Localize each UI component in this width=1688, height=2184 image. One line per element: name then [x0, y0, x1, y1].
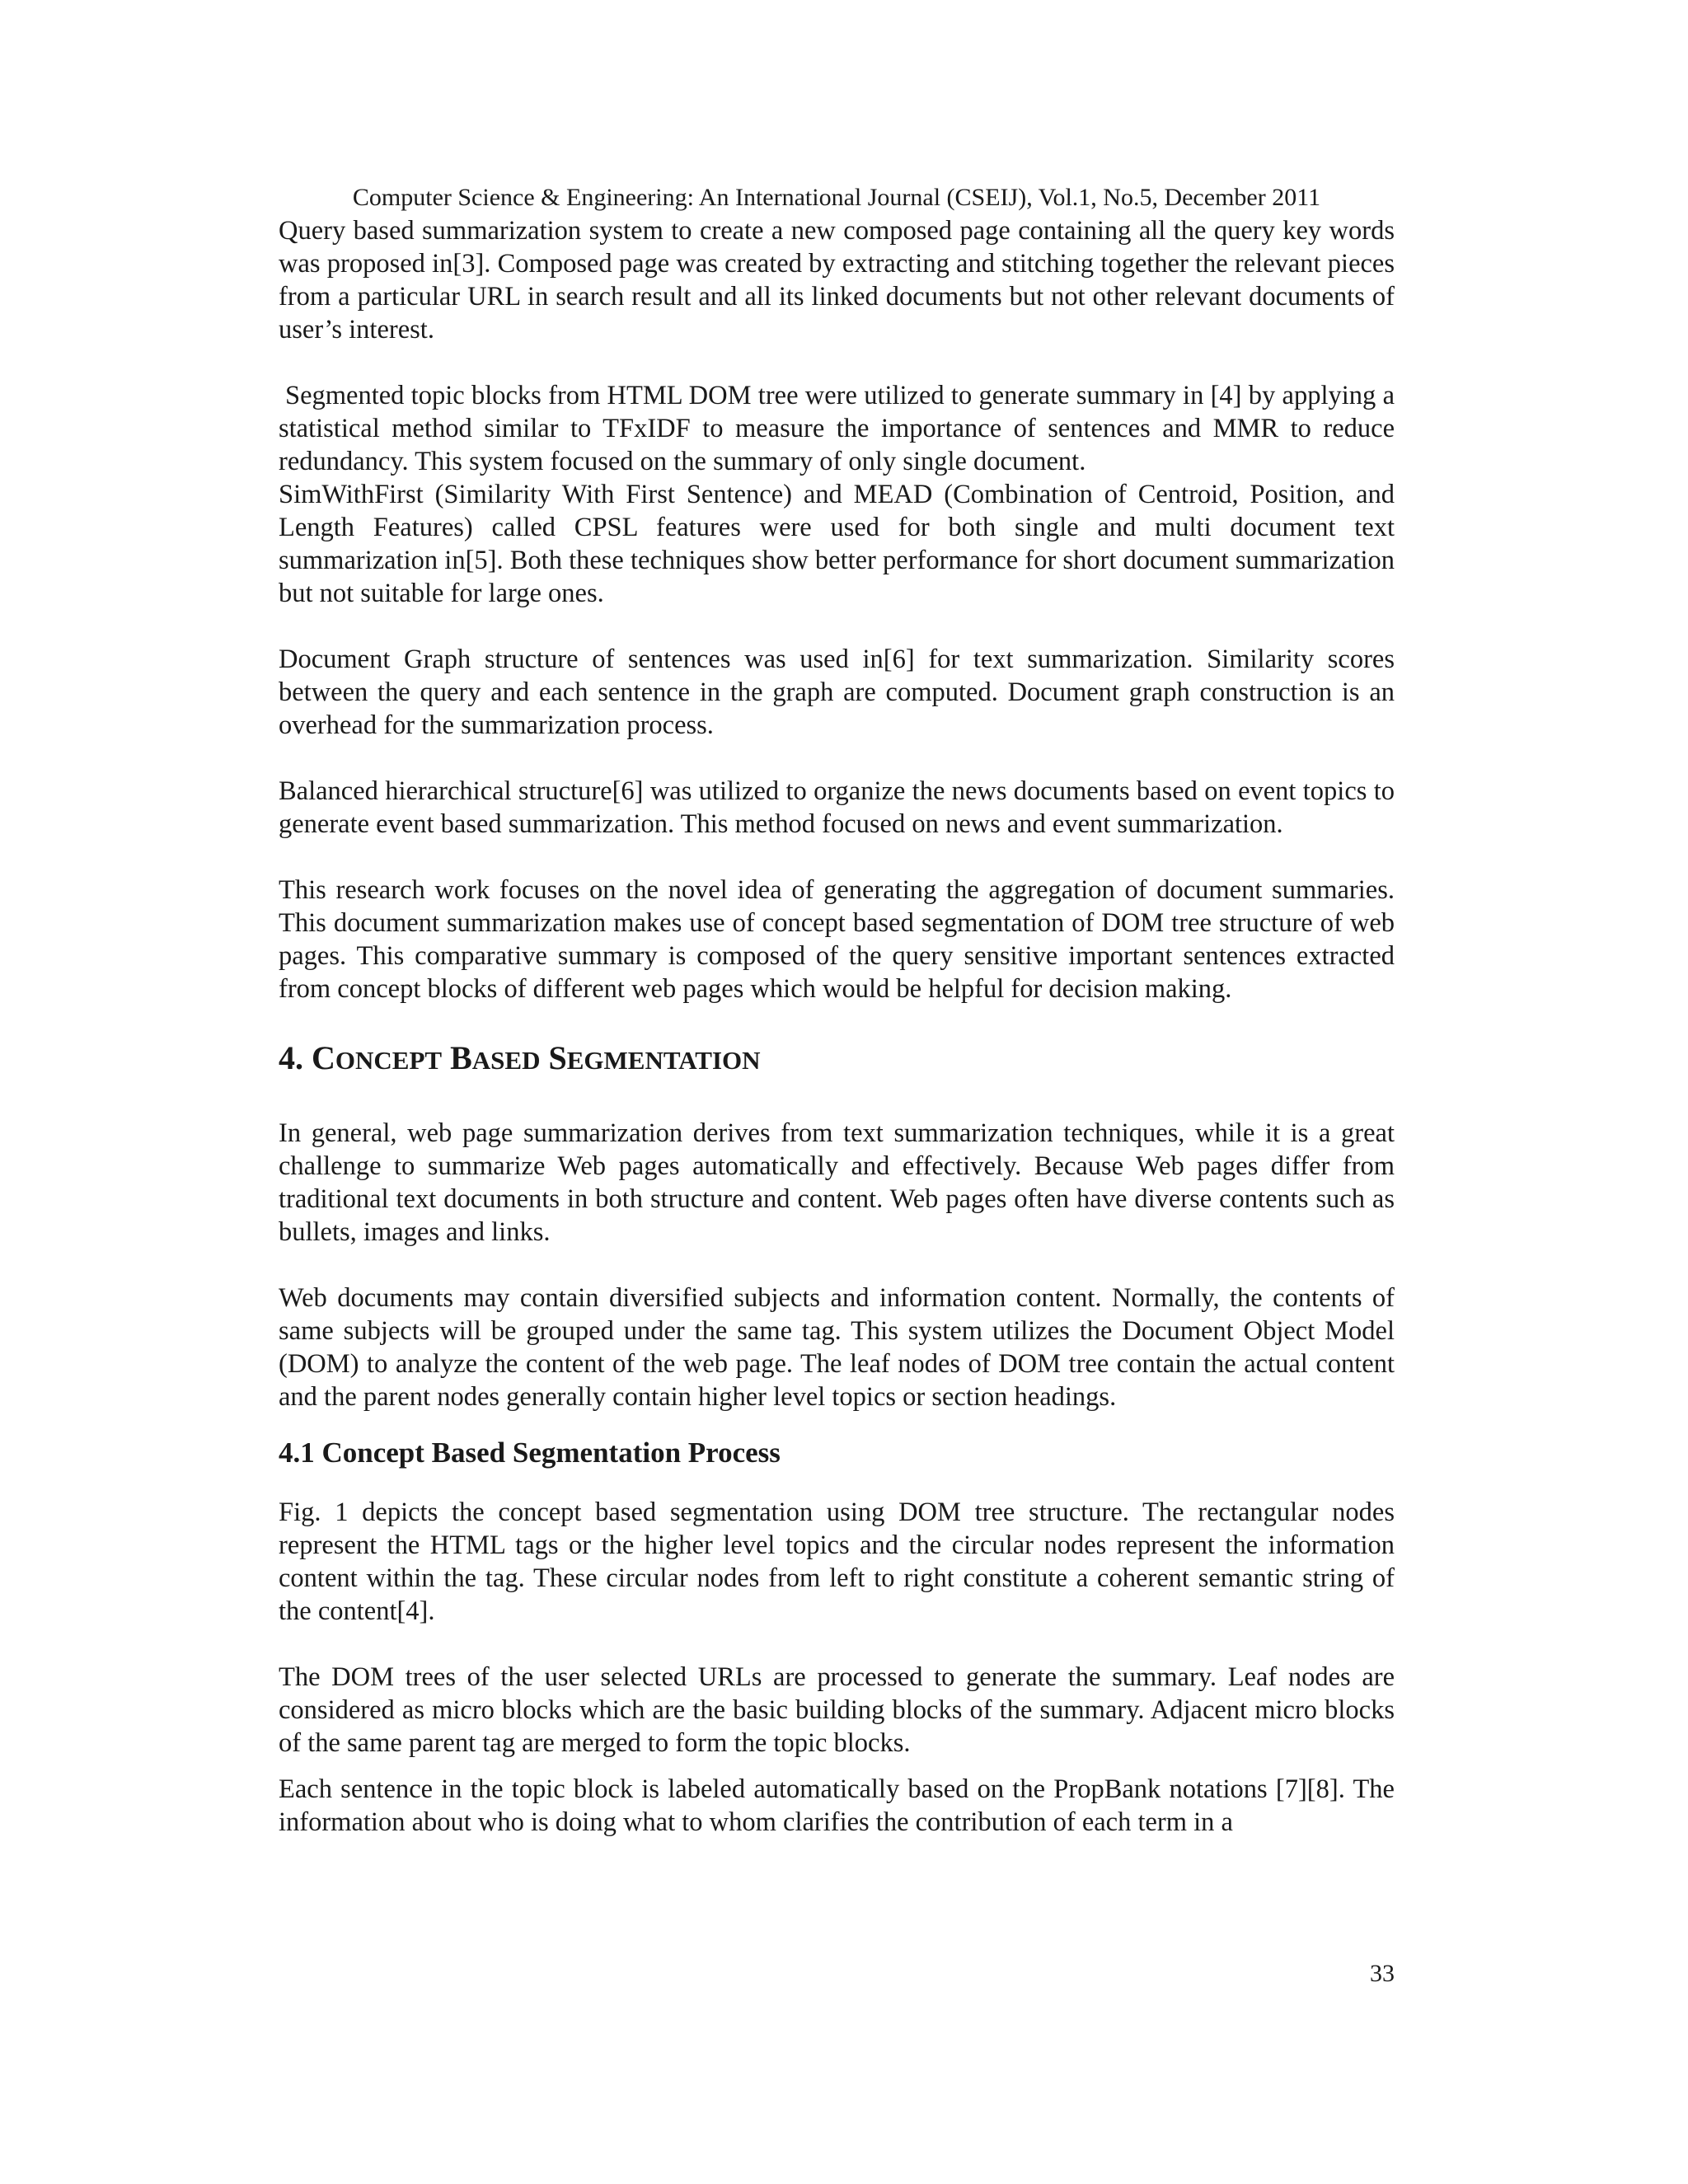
- paragraph-balanced-hierarchical: Balanced hierarchical structure[6] was utilized to organize the news documents based on event topics to generate event based summarization. This method focused on news and event summarization.: [279, 776, 1395, 839]
- paragraph-fig1-description: Fig. 1 depicts the concept based segmentation using DOM tree structure. The rectangular nodes represent the HTML tags or the higher level topics and the circular nodes represent the information content within the tag. These circular nodes from left to right constitute a coherent semantic string of the content[4].: [279, 1497, 1395, 1626]
- paragraph-web-documents: Web documents may contain diversified subjects and information content. Normally, the contents of same subjects will be grouped under the same tag. This system utilizes the Document Object Model (DOM) to analyze the content of the web page. The leaf nodes of DOM tree contain the actual content and the parent nodes generally contain higher level topics or section headings.: [279, 1283, 1395, 1412]
- paragraph-propbank-labeling: Each sentence in the topic block is labeled automatically based on the PropBank notations [7][8]. The information about who is doing what to whom clarifies the contribution of each term in a: [279, 1774, 1395, 1837]
- section-word-initial: B: [450, 1039, 472, 1076]
- section-word-initial: S: [548, 1039, 567, 1076]
- section-word-rest: ASED: [471, 1046, 541, 1075]
- paragraph-web-page-summarization: In general, web page summarization derives from text summarization techniques, while it is a great challenge to summarize Web pages automatically and effectively. Because Web pages differ from traditional text documents in both structure and content. Web pages often have diverse contents such as bullets, images and links.: [279, 1118, 1395, 1247]
- section-heading-concept-based-segmentation: [279, 1038, 1395, 1080]
- paragraph-research-focus: This research work focuses on the novel idea of generating the aggregation of document summaries. This document summarization makes use of concept based segmentation of DOM tree structure of web pages. This comparative summary is composed of the query sensitive important sentences extracted from concept blocks of different web pages which would be helpful for decision making.: [279, 875, 1395, 1004]
- paragraph-document-graph: Document Graph structure of sentences was used in[6] for text summarization. Similarity scores between the query and each sentence in the graph are computed. Document graph construction is an overhead for the summarization process.: [279, 644, 1395, 740]
- paragraph-simwithfirst: SimWithFirst (Similarity With First Sentence) and MEAD (Combination of Centroid, Position, and Length Features) called CPSL features were used for both single and multi document text summarization in[5]. Both these techniques show better performance for short document summarization but not suitable for large ones.: [279, 480, 1395, 608]
- section-number: 4.: [279, 1039, 303, 1076]
- paragraph-dom-trees: The DOM trees of the user selected URLs are processed to generate the summary. Leaf nodes are considered as micro blocks which are the basic building blocks of the summary. Adjacent micro blocks of the same parent tag are merged to form the topic blocks.: [279, 1662, 1395, 1758]
- page-number: 33: [1370, 1960, 1395, 1987]
- section-word-initial: C: [312, 1039, 335, 1076]
- paragraph-query-based-summarization: Query based summarization system to create a new composed page containing all the query key words was proposed in[3]. Composed page was created by extracting and stitching together the relevant pieces from a particular URL in search result and all its linked documents but not other relevant documents of user’s interest.: [279, 216, 1395, 344]
- section-word-rest: EGMENTATION: [566, 1046, 761, 1075]
- paragraph-segmented-topic-blocks: Segmented topic blocks from HTML DOM tree were utilized to generate summary in [4] by applying a statistical method similar to TFxIDF to measure the importance of sentences and MMR to reduce redundancy. This system focused on the summary of only single document.: [279, 381, 1395, 476]
- section-word-rest: ONCEPT: [335, 1046, 443, 1075]
- subsection-heading-segmentation-process: 4.1 Concept Based Segmentation Process: [279, 1436, 781, 1469]
- page-content: [279, 181, 1395, 1839]
- running-header: Computer Science & Engineering: An International Journal (CSEIJ), Vol.1, No.5, December 2011: [352, 184, 1321, 211]
